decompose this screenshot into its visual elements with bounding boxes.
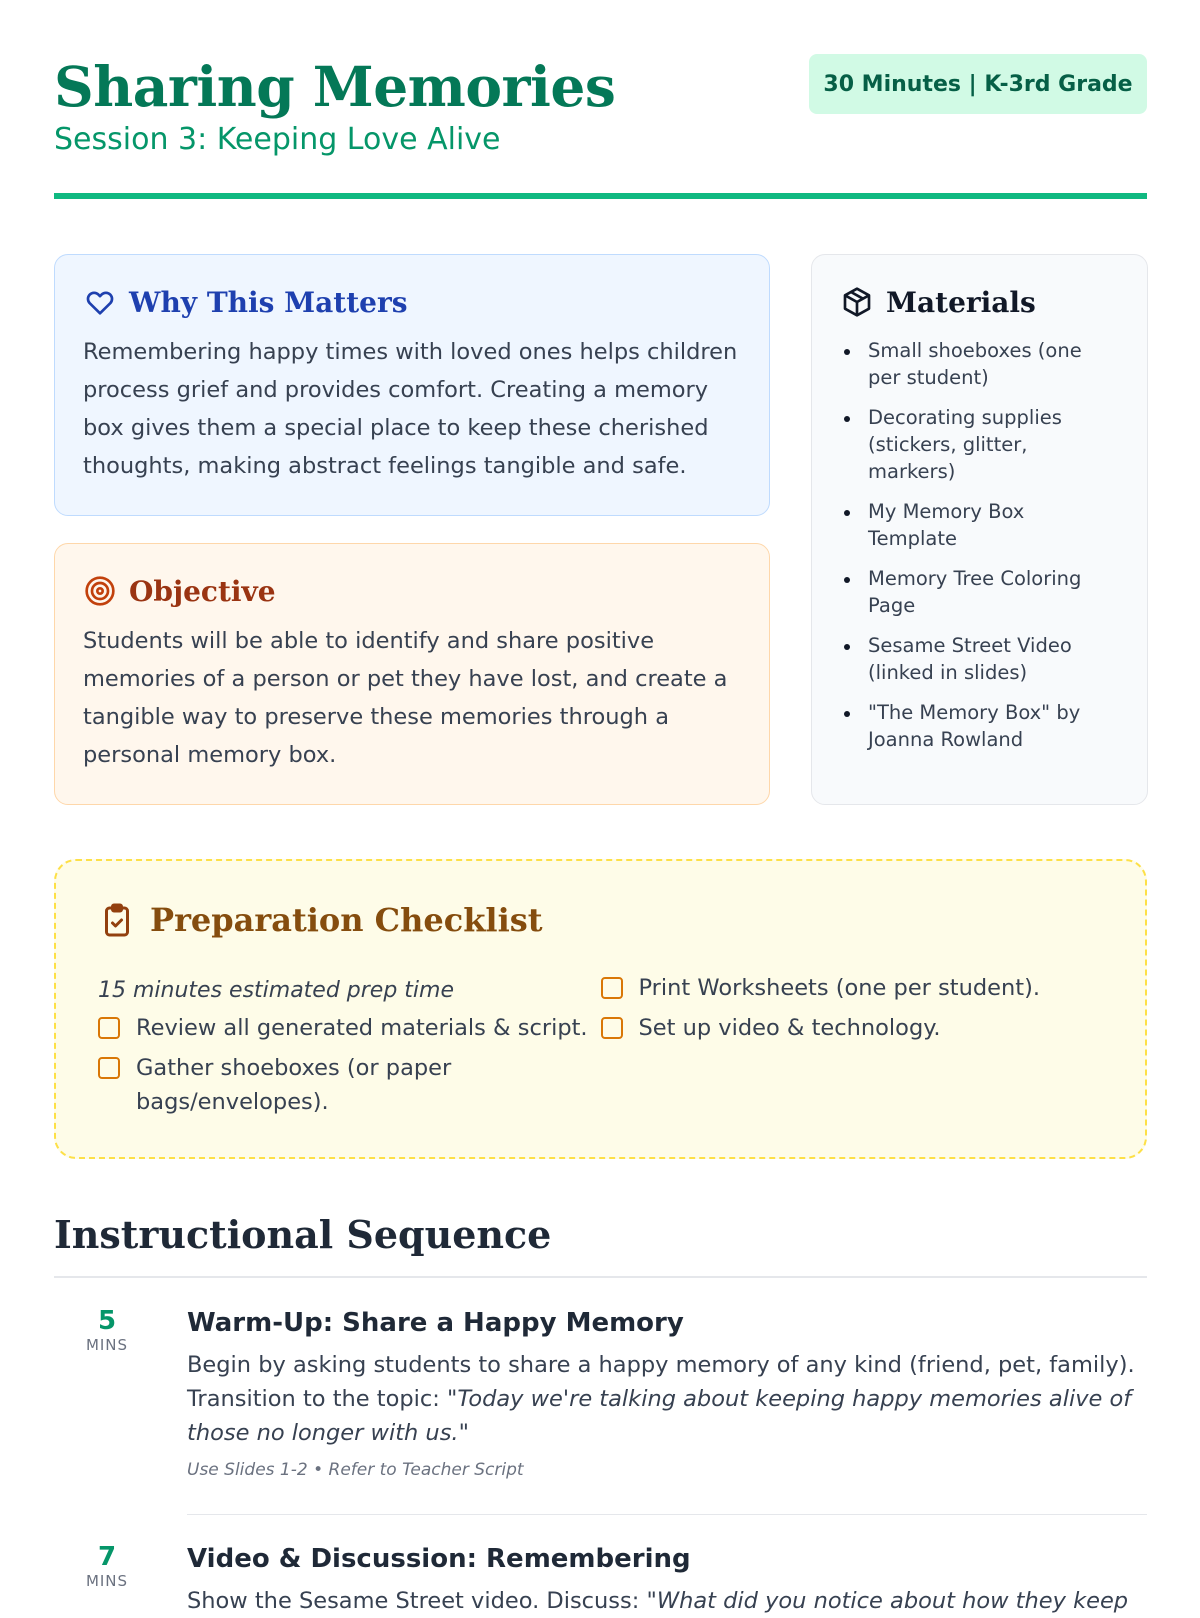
checklist-item[interactable] [98,1011,601,1045]
checkbox[interactable] [601,1017,623,1039]
step-title: Video & Discussion: Remembering [187,1544,691,1574]
step-duration [54,1306,160,1354]
instructional-sequence-heading: Instructional Sequence [54,1212,552,1257]
step-title: Warm-Up: Share a Happy Memory [187,1308,684,1338]
step-description [187,1348,1147,1450]
clipboard-check-icon [98,901,136,939]
objective-card-body: Students will be able to identify and share positive memories of a person or pet they have lost, and create a tangible way to preserve these memories through a personal memory box. [83,628,728,768]
checkbox[interactable] [98,1017,120,1039]
step-minutes: 7 [97,1542,117,1572]
header-divider [54,193,1147,199]
list-item: My Memory Box Template [840,498,1119,552]
prep-checklist [98,971,1103,1125]
prep-time-note: 15 minutes estimated prep time [98,978,455,1003]
step-description-quote: "What did you notice about how they keep [646,1588,1129,1614]
checkbox[interactable] [98,1057,120,1079]
duration-grade-badge: 30 Minutes | K-3rd Grade [809,54,1147,114]
step-description-quote: "Today we're talking about keeping happy memories alive of those no longer with us." [187,1386,1132,1446]
objective-card-title: Objective [129,574,276,608]
why-card-title: Why This Matters [129,285,408,319]
objective-card [54,543,770,805]
target-icon [83,574,117,608]
heart-icon [83,285,117,319]
materials-card-title: Materials [886,285,1036,319]
section-divider [54,1276,1147,1278]
page-header [54,54,1147,158]
preparation-checklist-card [54,859,1147,1159]
objective-card-header [83,574,741,608]
page-subtitle: Session 3: Keeping Love Alive [54,122,501,157]
checklist-item-label: Gather shoeboxes (or paper bags/envelopes). [136,1055,452,1115]
list-item: Small shoeboxes (one per student) [840,337,1119,391]
step-description-text: Begin by asking students to share a happy memory of any kind (friend, pet, family). Transition to the topic: [187,1352,1135,1412]
checklist-item-label: Set up video & technology. [638,1015,941,1041]
checklist-item-label: Review all generated materials & script. [136,1015,588,1041]
materials-card [811,254,1148,805]
list-item: Decorating supplies (stickers, glitter, markers) [840,404,1119,485]
step-duration [54,1542,160,1590]
checklist-item-label: Print Worksheets (one per student). [638,975,1041,1001]
materials-card-header [840,285,1119,319]
prep-card-header [98,901,1103,939]
materials-list [840,337,1119,753]
why-card-header [83,285,741,319]
why-this-matters-card [54,254,770,516]
list-item: Memory Tree Coloring Page [840,565,1119,619]
step-content [187,1542,1147,1618]
why-card-body: Remembering happy times with loved ones helps children process grief and provides comfort. Creating a memory box gives them a special place to keep these cherished thoughts, making abstract feelings tangible and safe. [83,339,738,479]
step-content [187,1306,1147,1480]
step-minutes-unit: MINS [85,1336,129,1354]
step-description-text: Show the Sesame Street video. Discuss: [187,1588,647,1614]
checkbox[interactable] [601,977,623,999]
checklist-item[interactable] [98,1051,601,1119]
checklist-item[interactable] [601,1011,1104,1045]
prep-column-left [98,971,601,1125]
list-item: Sesame Street Video (linked in slides) [840,632,1119,686]
prep-column-right [601,971,1104,1125]
list-item: "The Memory Box" by Joanna Rowland [840,699,1119,753]
step-description [187,1584,1147,1618]
page-title: Sharing Memories [54,54,616,119]
prep-card-title: Preparation Checklist [150,901,543,939]
step-divider [187,1514,1147,1515]
step-minutes-unit: MINS [85,1572,129,1590]
box-icon [840,285,874,319]
checklist-item[interactable] [601,971,1104,1005]
step-minutes: 5 [97,1306,117,1336]
step-reference: Use Slides 1-2 • Refer to Teacher Script [187,1460,524,1480]
